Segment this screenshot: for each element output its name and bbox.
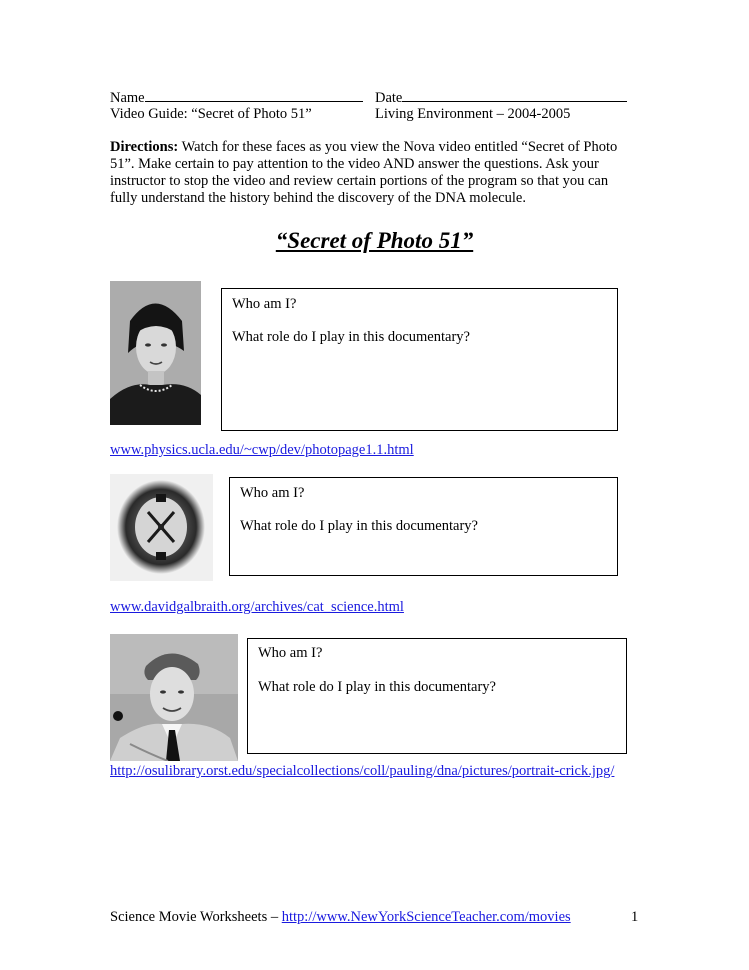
source-link-2[interactable]: www.davidgalbraith.org/archives/cat_science.html xyxy=(110,599,404,615)
directions xyxy=(110,139,638,207)
directions-label: Directions: xyxy=(110,139,179,155)
name-label: Name xyxy=(110,90,145,106)
source-link-3[interactable]: http://osulibrary.orst.edu/specialcollections/coll/pauling/dna/pictures/portrait-crick.jpg/ xyxy=(110,763,615,779)
role-question: What role do I play in this documentary? xyxy=(232,329,470,345)
xray-diffraction-photo xyxy=(110,474,213,581)
course-label: Living Environment – 2004-2005 xyxy=(375,106,571,122)
man-portrait-photo xyxy=(110,634,238,761)
name-blank[interactable] xyxy=(145,90,363,102)
answer-box-2[interactable] xyxy=(229,477,618,576)
date-label: Date xyxy=(375,90,403,106)
directions-text: Watch for these faces as you view the Nova video entitled “Secret of Photo 51”. Make certain to pay attention to the video AND answer the questions. Ask your instructor to stop the video and review certain portions of the program so that you can fully understand the history behind the discovery of the DNA molecule. xyxy=(110,139,618,206)
date-blank[interactable] xyxy=(402,90,627,102)
answer-box-3[interactable] xyxy=(247,638,627,754)
page-number: 1 xyxy=(631,909,639,925)
man-portrait-icon xyxy=(110,634,238,761)
role-question: What role do I play in this documentary? xyxy=(240,518,478,534)
xray-diffraction-icon xyxy=(110,474,213,581)
name-line[interactable] xyxy=(110,90,363,107)
source-link-1[interactable]: www.physics.ucla.edu/~cwp/dev/photopage1.1.html xyxy=(110,442,414,458)
video-guide-label: Video Guide: “Secret of Photo 51” xyxy=(110,106,312,122)
woman-portrait-photo xyxy=(110,281,201,425)
role-question: What role do I play in this documentary? xyxy=(258,679,496,695)
who-am-i-question: Who am I? xyxy=(232,296,297,312)
page-title: “Secret of Photo 51” xyxy=(275,228,474,253)
who-am-i-question: Who am I? xyxy=(258,645,323,661)
answer-box-1[interactable] xyxy=(221,288,618,431)
who-am-i-question: Who am I? xyxy=(240,485,305,501)
footer xyxy=(110,909,571,926)
footer-text: Science Movie Worksheets – xyxy=(110,909,282,925)
date-line[interactable] xyxy=(375,90,627,107)
woman-portrait-icon xyxy=(110,281,201,425)
footer-link[interactable]: http://www.NewYorkScienceTeacher.com/movies xyxy=(281,909,571,925)
